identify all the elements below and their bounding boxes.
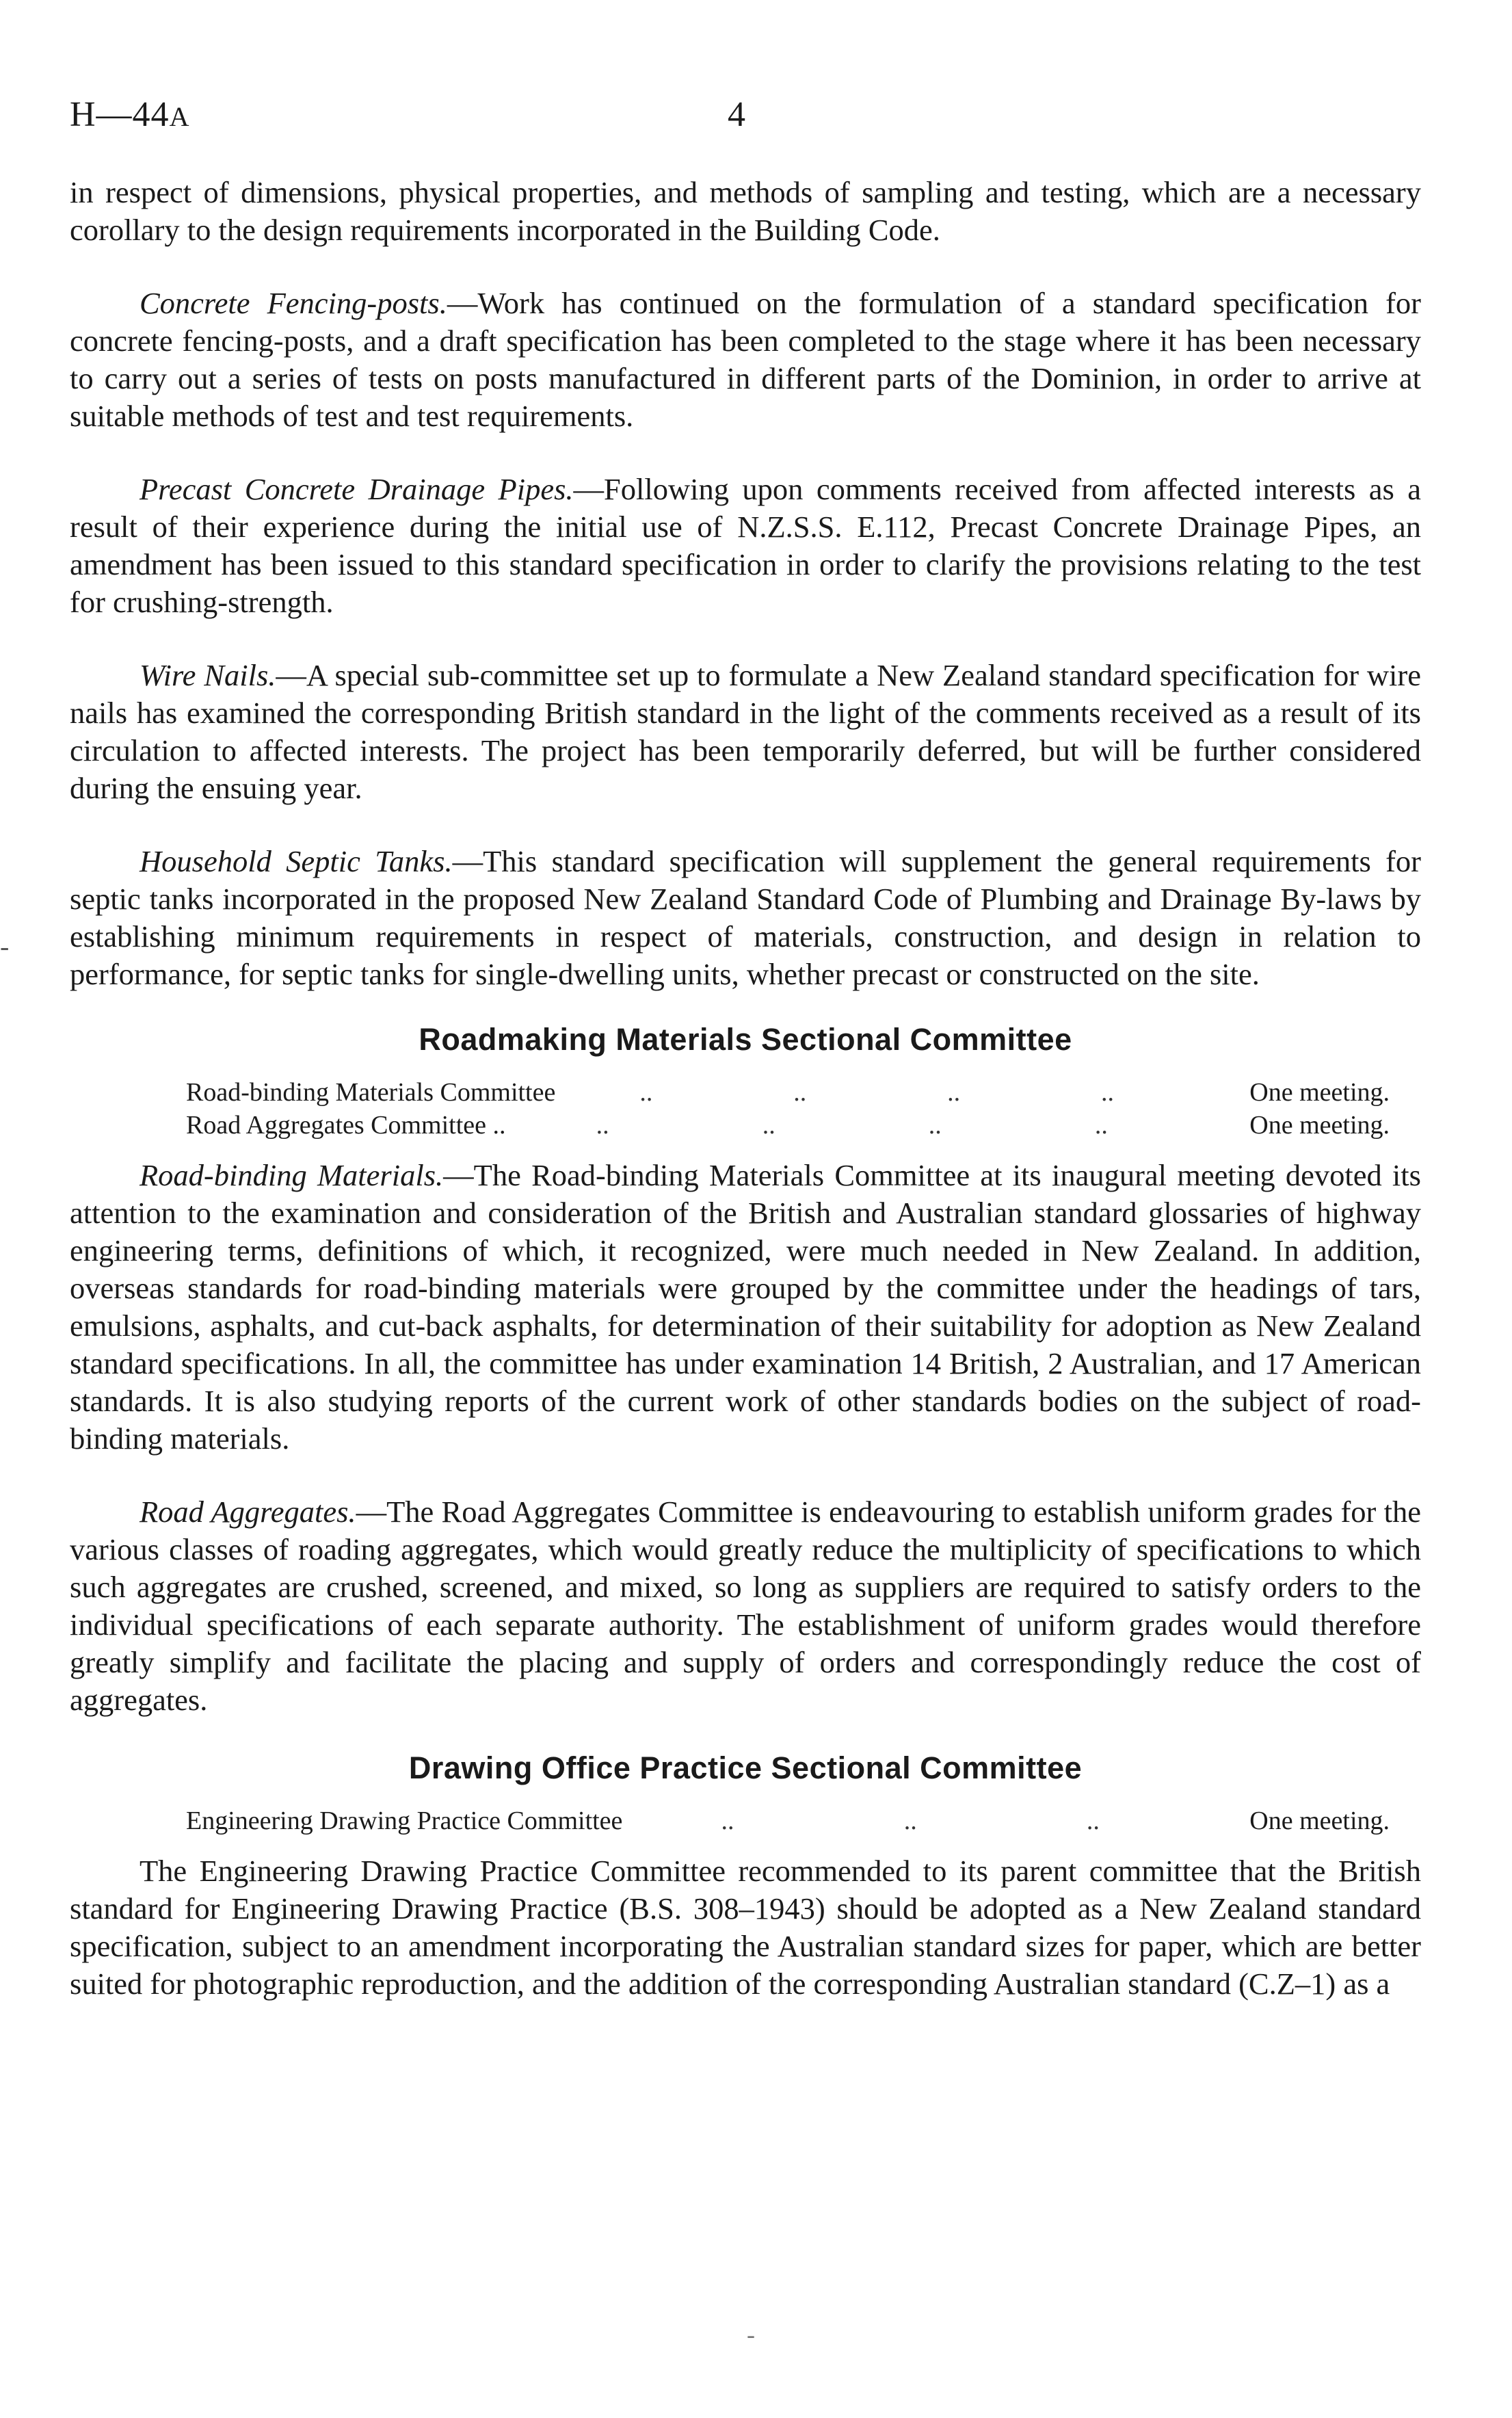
body-text xyxy=(70,174,1421,2038)
road-aggregates-text: —The Road Aggregates Committee is endeavouring to establish uniform grades for the various classes of roading aggregates, which would greatly reduce the multiplicity of specifications to which such aggregates are crushed, screened, and mixed, so long as suppliers are required to satisfy orders to the individual specifications of each separate authority. The establishment of uniform grades would therefore greatly simplify and facilitate the placing and supply of orders and correspondingly reduce the cost of aggregates. xyxy=(70,1495,1421,1717)
drawing-office-heading: Drawing Office Practice Sectional Committee xyxy=(408,1750,1083,1785)
septic-tanks-text: —This standard specification will supplement the general requirements for septic tanks incorporated in the proposed New Zealand Standard Code of Plumbing and Drainage By-laws by establishing minimum requirements in respect of materials, construction, and design in relation to performance, for septic tanks for single-dwelling units, whether precast or constructed on the site. xyxy=(70,844,1421,991)
road-aggregates-title: Road Aggregates. xyxy=(140,1495,356,1529)
footer-mark: - xyxy=(747,2321,755,2348)
margin-mark: - xyxy=(0,931,10,962)
road-aggregates-paragraph xyxy=(70,1493,1421,1719)
road-binding-text: —The Road-binding Materials Committee at its inaugural meeting devoted its attention to the examination and consideration of the British and Australian standard glossaries of highway engineering terms, definitions of which, it recognized, were much needed in New Zealand. In addition, overseas standards for road-binding materials were grouped by the committee under the headings of tars, emulsions, asphalts, and cut-back asphalts, for determination of their suitability for adoption as New Zealand standard specifications. In all, the committee has under examination 14 British, 2 Australian, and 17 American standards. It is also studying reports of the current work of other standards bodies on the subject of road-binding materials. xyxy=(70,1158,1421,1456)
wire-nails-title: Wire Nails. xyxy=(140,658,276,692)
page-number: 4 xyxy=(728,95,745,134)
leader-dots: .. .. .. .. xyxy=(639,1078,1115,1107)
meeting-row xyxy=(186,1109,1390,1142)
drainage-pipes-title: Precast Concrete Drainage Pipes. xyxy=(140,472,574,506)
road-binding-paragraph xyxy=(70,1157,1421,1458)
roadmaking-heading: Roadmaking Materials Sectional Committee xyxy=(419,1022,1072,1057)
meeting-count: One meeting. xyxy=(1249,1078,1390,1107)
fencing-posts-paragraph xyxy=(70,285,1421,435)
drawing-meetings-list xyxy=(186,1804,1390,1837)
document-code-main: H—44 xyxy=(70,95,170,134)
document-code-suffix: A xyxy=(169,101,190,132)
septic-tanks-title: Household Septic Tanks. xyxy=(140,844,453,878)
road-binding-title: Road-binding Materials. xyxy=(140,1158,444,1192)
drawing-practice-paragraph: The Engineering Drawing Practice Committee recommended to its parent committee that the British standard for Engineering Drawing Practice (B.S. 308–1943) should be adopted as a New Zealand standard specification, subject to an amendment incorporating the Australian standard sizes for paper, which are better suited for photographic reproduction, and the addition of the corresponding Australian standard (C.Z–1) as a xyxy=(70,1854,1421,2001)
opening-paragraph: in respect of dimensions, physical properties, and methods of sampling and testing, which are a necessary corollary to the design requirements incorporated in the Building Code. xyxy=(70,175,1421,247)
fencing-posts-text: —Work has continued on the formulation of a standard specification for concrete fencing-posts, and a draft specification has been completed to the stage where it has been necessary to carry out a series of tests on posts manufactured in different parts of the Dominion, in order to arrive at suitable methods of test and test requirements. xyxy=(70,286,1421,433)
meeting-count: One meeting. xyxy=(1249,1806,1390,1835)
leader-dots: .. .. .. xyxy=(721,1806,1100,1835)
septic-tanks-paragraph xyxy=(70,843,1421,993)
meeting-row xyxy=(186,1804,1390,1837)
drainage-pipes-paragraph xyxy=(70,471,1421,621)
committee-name: Road-binding Materials Committee xyxy=(186,1078,556,1107)
meeting-row xyxy=(186,1076,1390,1109)
roadmaking-meetings-list xyxy=(186,1076,1390,1142)
wire-nails-paragraph xyxy=(70,657,1421,807)
wire-nails-text: —A special sub-committee set up to formulate a New Zealand standard specification for wire nails has examined the corresponding British standard in the light of the comments received as a result of its circulation to affected interests. The project has been temporarily deferred, but will be further considered during the ensuing year. xyxy=(70,658,1421,805)
document-code xyxy=(70,94,189,137)
committee-name: Engineering Drawing Practice Committee xyxy=(186,1806,623,1835)
fencing-posts-title: Concrete Fencing-posts. xyxy=(140,286,447,320)
meeting-count: One meeting. xyxy=(1249,1111,1390,1140)
committee-name: Road Aggregates Committee .. xyxy=(186,1111,506,1140)
drainage-pipes-text: —Following upon comments received from affected interests as a result of their experience during the initial use of N.Z.S.S. E.112, Precast Concrete Drainage Pipes, an amendment has been issued to this standard specification in order to clarify the provisions relating to the test for crushing-strength. xyxy=(70,472,1421,619)
leader-dots: .. .. .. .. xyxy=(596,1111,1108,1140)
